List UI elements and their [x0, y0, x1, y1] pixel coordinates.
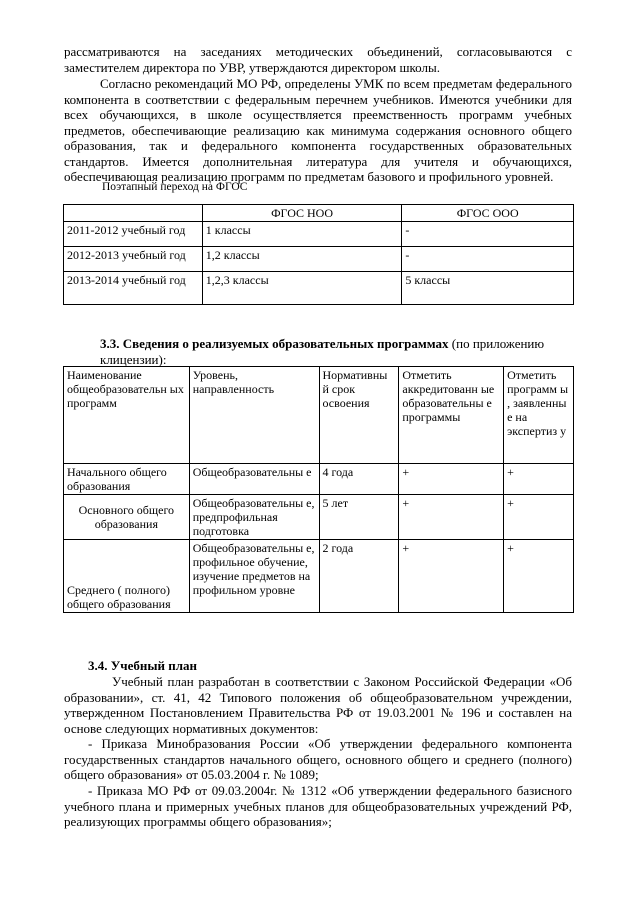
- intro-line-2: заместителем директора по УВР, утверждаются директором школы.: [64, 60, 440, 75]
- table-header-cell: Нормативны й срок освоения: [319, 367, 399, 464]
- table-cell: 2012-2013 учебный год: [64, 247, 203, 272]
- table-cell: Общеобразовательны е: [189, 464, 319, 495]
- section-3-4-title: 3.4. Учебный план: [88, 658, 198, 673]
- fgos-table-caption: Поэтапный переход на ФГОС: [102, 181, 248, 193]
- table-cell: Основного общего образования: [64, 495, 190, 540]
- table-row: [64, 495, 574, 540]
- section-3-4-item-1: - Приказа Минобразования России «Об утверждении федерального компонента государственных стандартов начального общего, основного общего и среднего (полного) общего образования» от 05.03.2004 г. № 1089;: [64, 736, 572, 782]
- table-cell: 2011-2012 учебный год: [64, 222, 203, 247]
- table-cell: +: [504, 464, 574, 495]
- table-cell: 2013-2014 учебный год: [64, 272, 203, 305]
- table-cell: Общеобразовательны е, профильное обучение, изучение предметов на профильном уровне: [189, 540, 319, 613]
- table-cell: +: [504, 495, 574, 540]
- table-cell: 1,2,3 классы: [202, 272, 402, 305]
- table-header-cell: Отметить аккредитованн ые образовательны е программы: [399, 367, 504, 464]
- table-cell: +: [399, 540, 504, 613]
- programs-table: [63, 366, 574, 613]
- table-row: [64, 222, 574, 247]
- table-header-row: [64, 367, 574, 464]
- section-3-4-paragraph: Учебный план разработан в соответствии с Законом Российской Федерации «Об образовании», ст. 41, 42 Типового положения об общеобразовательном учреждении, утвержденном Постановлением Правительства РФ от 19.03.2001 № 196 и составлен на основе следующих нормативных документов:: [64, 674, 572, 736]
- table-header-cell: Наименование общеобразовательн ых программ: [64, 367, 190, 464]
- table-cell: -: [402, 222, 574, 247]
- intro-line-1: рассматриваются на заседаниях методических объединений, согласовываются с: [64, 44, 572, 59]
- table-cell: 5 классы: [402, 272, 574, 305]
- table-cell: Начального общего образования: [64, 464, 190, 495]
- table-row: [64, 247, 574, 272]
- table-header-row: [64, 205, 574, 222]
- table-row: [64, 540, 574, 613]
- table-cell: 1 классы: [202, 222, 402, 247]
- table-cell: 5 лет: [319, 495, 399, 540]
- table-header-cell: ФГОС НОО: [202, 205, 402, 222]
- table-header-cell: Отметить программ ы , заявленны е на экспертиз у: [504, 367, 574, 464]
- table-cell: -: [402, 247, 574, 272]
- table-cell: +: [399, 495, 504, 540]
- table-cell: 4 года: [319, 464, 399, 495]
- section-3-3-title-rest: (по приложению клицензии):: [100, 336, 545, 367]
- table-header-cell: ФГОС ООО: [402, 205, 574, 222]
- table-cell: Общеобразовательны е, предпрофильная подготовка: [189, 495, 319, 540]
- section-3-3-title: [100, 336, 572, 367]
- table-cell: Среднего ( полного) общего образования: [64, 540, 190, 613]
- table-row: [64, 464, 574, 495]
- intro-paragraph-2: Согласно рекомендаций МО РФ, определены УМК по всем предметам федерального компонента в соответствии с федеральным перечнем учебников. Имеются учебники для всех обучающихся, в школе осуществляется преемственность программ учебных предметов, обеспечивающие реализацию как минимума содержания основного общего образования, так и федерального компонента государственных образовательных стандартов. Имеется дополнительная литература для учителя и обучающихся, обеспечивающая реализацию программ по предметам базового и профильного уровней.: [64, 76, 572, 184]
- fgos-table: [63, 204, 574, 305]
- section-3-4-item-2: - Приказа МО РФ от 09.03.2004г. № 1312 «Об утверждении федерального базисного учебного плана и примерных учебных планов для общеобразовательных учреждений РФ, реализующих программы общего образования»;: [64, 783, 572, 829]
- table-cell: [64, 205, 203, 222]
- table-row: [64, 272, 574, 305]
- table-cell: 2 года: [319, 540, 399, 613]
- table-header-cell: Уровень, направленность: [189, 367, 319, 464]
- table-cell: +: [504, 540, 574, 613]
- table-cell: +: [399, 464, 504, 495]
- table-cell: 1,2 классы: [202, 247, 402, 272]
- section-3-3-title-bold: 3.3. Сведения о реализуемых образовательных программах: [100, 336, 449, 351]
